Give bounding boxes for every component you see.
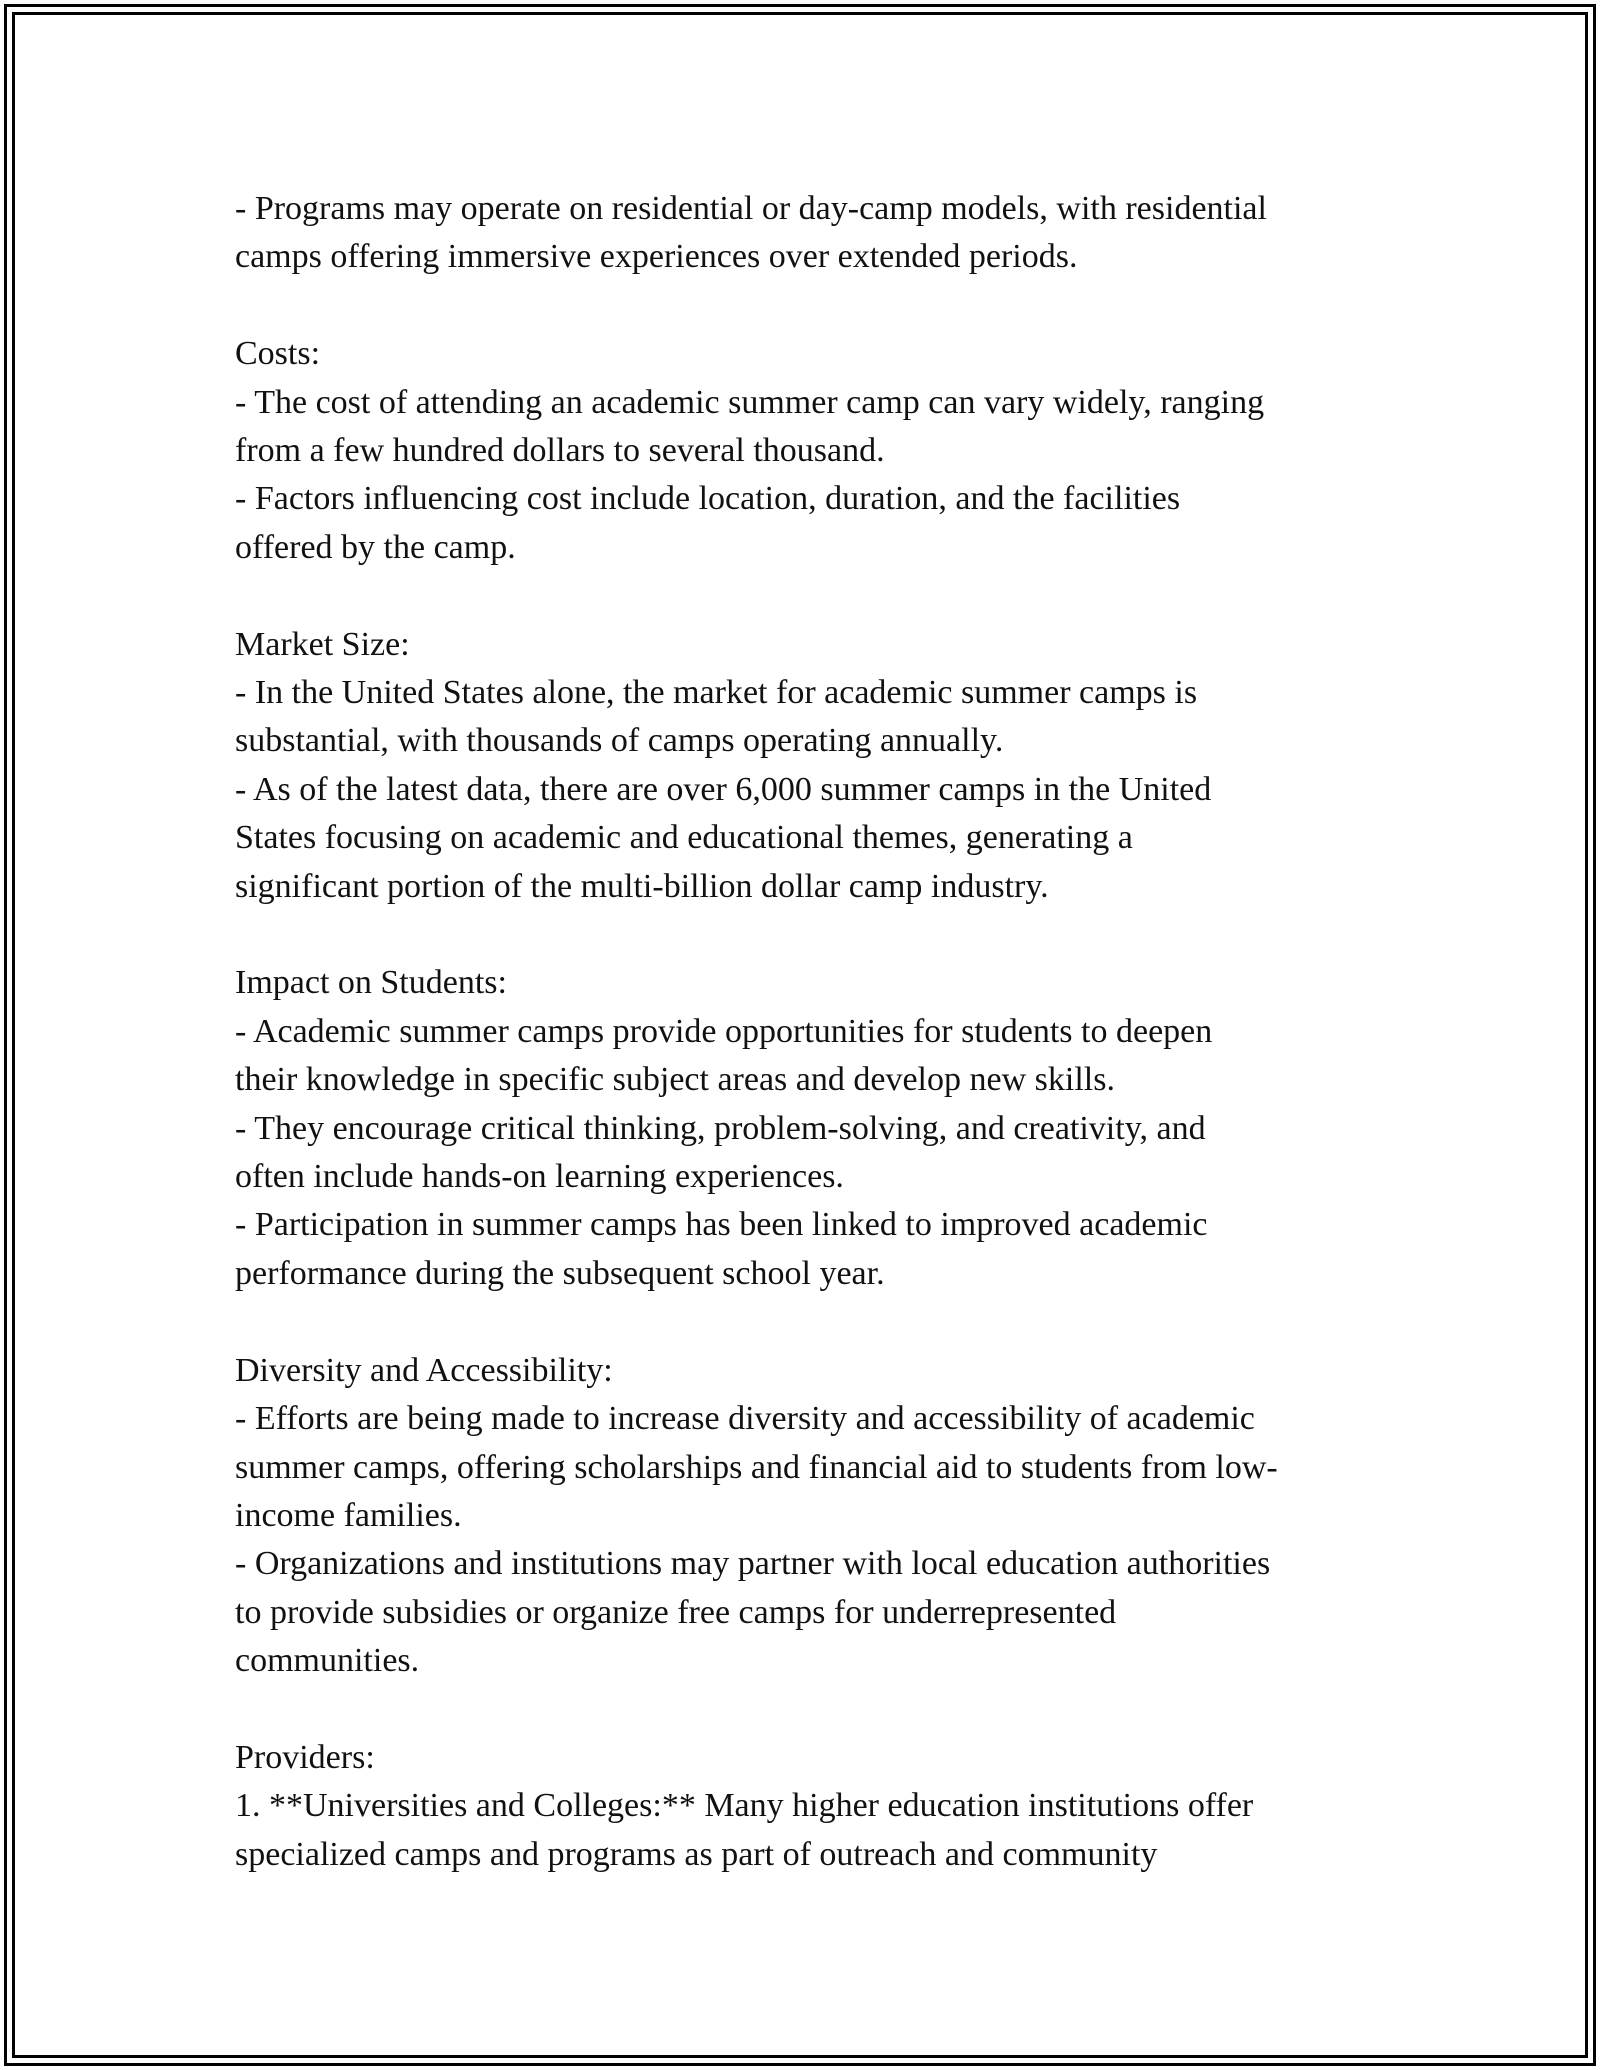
bullet-text: - Participation in summer camps has been linked to improved academic performance during the subsequent school year. [235,1206,1208,1292]
bullet-text: - Programs may operate on residential or day-camp models, with residential camps offering immersive experiences over extended periods. [235,190,1267,276]
section-impact-on-students [235,959,1365,1298]
numbered-item-text: 1. **Universities and Colleges:** Many higher education institutions offer specialized camps and programs as part of outreach and community [235,1787,1254,1873]
section-heading: Costs: [235,335,321,373]
section-costs [235,330,1365,572]
section-heading: Providers: [235,1738,375,1776]
section-providers [235,1734,1365,1879]
bullet-text: - As of the latest data, there are over 6,000 summer camps in the United States focusing on academic and educational themes, generating a significant portion of the multi-billion dollar camp industry. [235,770,1212,905]
section-intro [235,185,1365,282]
bullet-text: - They encourage critical thinking, problem-solving, and creativity, and often include hands-on learning experiences. [235,1109,1206,1196]
section-heading: Impact on Students: [235,964,507,1002]
section-diversity-accessibility [235,1347,1365,1686]
bullet-text: - Efforts are being made to increase diversity and accessibility of academic summer camps, offering scholarships and financial aid to students from low- income families. [235,1400,1278,1534]
bullet-text: - In the United States alone, the market for academic summer camps is substantial, with thousands of camps operating annually. [235,674,1198,760]
bullet-text: - Factors influencing cost include location, duration, and the facilities offered by the camp. [235,480,1181,566]
bullet-text: - Organizations and institutions may partner with local education authorities to provide subsidies or organize free camps for underrepresented communities. [235,1545,1271,1680]
bullet-text: - The cost of attending an academic summer camp can vary widely, ranging from a few hundred dollars to several thousand. [235,383,1265,470]
document-body [235,185,1365,1879]
section-market-size [235,621,1365,911]
section-heading: Diversity and Accessibility: [235,1351,613,1389]
section-heading: Market Size: [235,625,410,663]
bullet-text: - Academic summer camps provide opportunities for students to deepen their knowledge in specific subject areas and develop new skills. [235,1012,1213,1099]
